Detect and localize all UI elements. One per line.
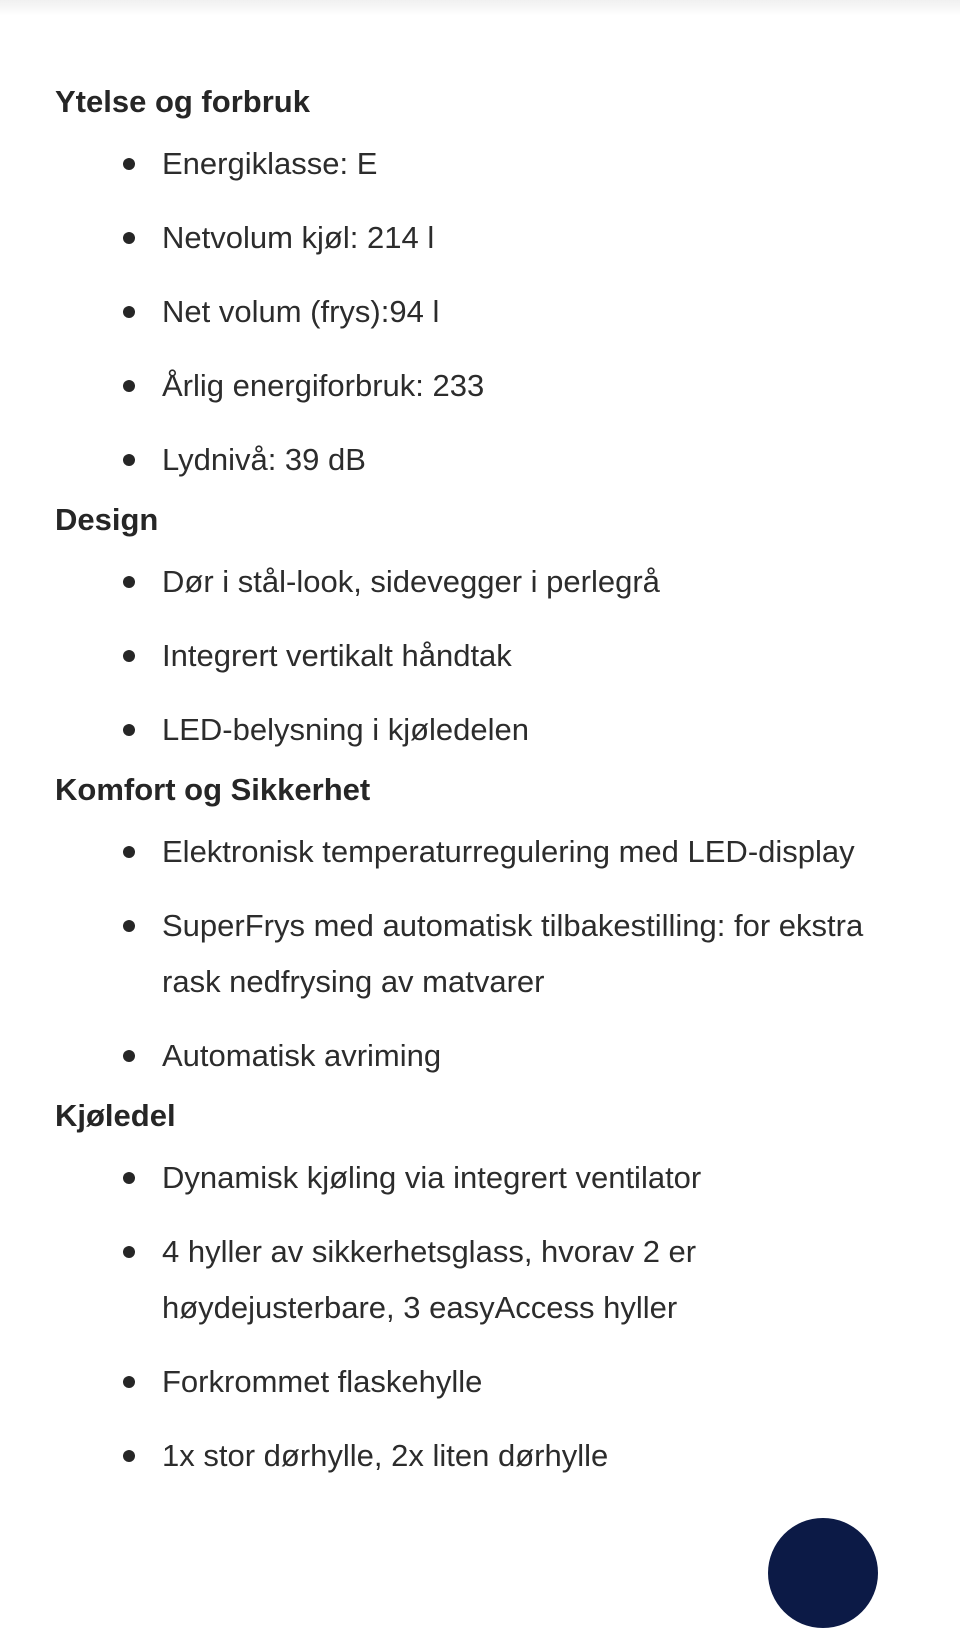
bullet-icon [123, 650, 135, 662]
list-item-text: Integrert vertikalt håndtak [162, 638, 512, 673]
list-item-text: Net volum (frys):94 l [162, 294, 440, 329]
spec-list [55, 554, 935, 758]
section-ytelse-og-forbruk [55, 78, 935, 488]
list-item [55, 1428, 902, 1484]
list-item [55, 554, 902, 610]
list-item [55, 702, 902, 758]
list-item [55, 1224, 902, 1336]
list-item-text: Elektronisk temperaturregulering med LED-display [162, 834, 855, 869]
bullet-icon [123, 1172, 135, 1184]
bullet-icon [123, 158, 135, 170]
list-item [55, 284, 902, 340]
bullet-icon [123, 1450, 135, 1462]
bullet-icon [123, 306, 135, 318]
list-item [55, 1028, 902, 1084]
section-kjoledel [55, 1092, 935, 1484]
section-title: Kjøledel [55, 1098, 176, 1133]
list-item-text: Årlig energiforbruk: 233 [162, 368, 485, 403]
spec-list [55, 1150, 935, 1484]
list-item-text: Lydnivå: 39 dB [162, 442, 366, 477]
bullet-icon [123, 1050, 135, 1062]
list-item-text: Forkrommet flaskehylle [162, 1364, 483, 1399]
bullet-icon [123, 846, 135, 858]
list-item [55, 358, 902, 414]
bullet-icon [123, 1376, 135, 1388]
list-item-text: Netvolum kjøl: 214 l [162, 220, 435, 255]
spec-list [55, 136, 935, 488]
section-komfort-og-sikkerhet [55, 766, 935, 1084]
bullet-icon [123, 576, 135, 588]
list-item-text: 4 hyller av sikkerhetsglass, hvorav 2 er høydejusterbare, 3 easyAccess hyller [162, 1234, 697, 1325]
bullet-icon [123, 454, 135, 466]
spec-content [55, 78, 935, 1492]
bullet-icon [123, 1246, 135, 1258]
list-item [55, 136, 902, 192]
list-item [55, 898, 902, 1010]
bullet-icon [123, 232, 135, 244]
list-item-text: SuperFrys med automatisk tilbakestilling: for ekstra rask nedfrysing av matvarer [162, 908, 864, 999]
list-item-text: Energiklasse: E [162, 146, 378, 181]
list-item [55, 824, 960, 880]
section-title: Design [55, 502, 159, 537]
list-item [55, 210, 902, 266]
section-title: Komfort og Sikkerhet [55, 772, 371, 807]
bullet-icon [123, 724, 135, 736]
floating-action-button[interactable] [768, 1518, 878, 1628]
list-item [55, 1150, 902, 1206]
list-item [55, 1354, 902, 1410]
bullet-icon [123, 380, 135, 392]
list-item [55, 628, 902, 684]
list-item-text: 1x stor dørhylle, 2x liten dørhylle [162, 1438, 609, 1473]
spec-list [55, 824, 935, 1084]
list-item-text: LED-belysning i kjøledelen [162, 712, 530, 747]
list-item [55, 432, 902, 488]
bullet-icon [123, 920, 135, 932]
list-item-text: Dør i stål-look, sidevegger i perlegrå [162, 564, 660, 599]
section-design [55, 496, 935, 758]
list-item-text: Automatisk avriming [162, 1038, 442, 1073]
section-title: Ytelse og forbruk [55, 84, 310, 119]
top-shadow [0, 0, 960, 16]
list-item-text: Dynamisk kjøling via integrert ventilator [162, 1160, 702, 1195]
